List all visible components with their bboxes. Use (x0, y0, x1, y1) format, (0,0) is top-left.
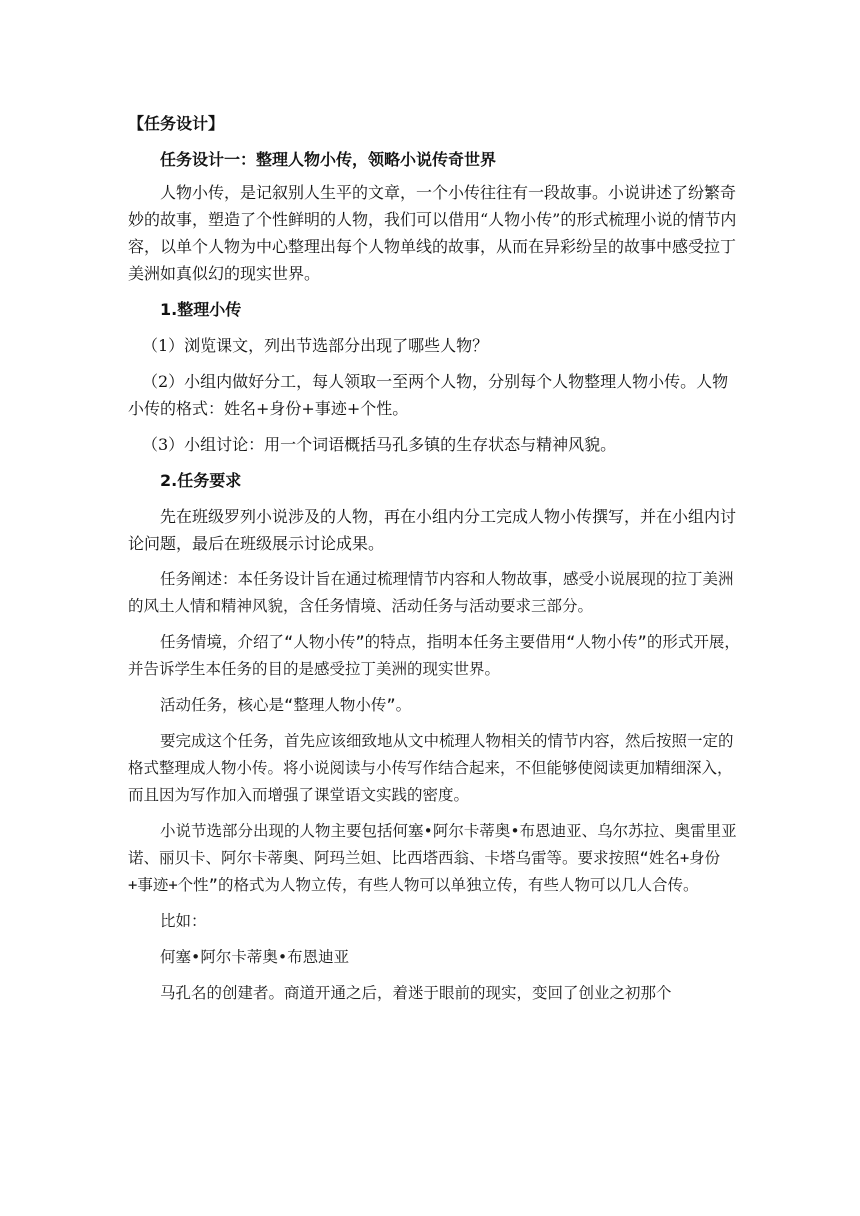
requirement-paragraph: 先在班级罗列小说涉及的人物，再在小组内分工完成人物小传撰写，并在小组内讨论问题，最后在班级展示讨论成果。 (128, 507, 737, 553)
example-name: 何塞•阿尔卡蒂奥•布恩迪亚 (160, 948, 350, 966)
subheading-organize-bios: 1.整理小传 (160, 300, 242, 319)
section-heading: 【任务设计】 (128, 114, 225, 133)
analysis-paragraph-4: 要完成这个任务，首先应该细致地从文中梳理人物相关的情节内容，然后按照一定的格式整理成人物小传。将小说阅读与小传写作结合起来，不但能够使阅读更加精细深入，而且因为写作加入而增强了课堂语文实践的密度。 (128, 732, 734, 804)
example-label: 比如： (160, 912, 207, 930)
task-item-2: （2）小组内做好分工，每人领取一至两个人物，分别每个人物整理人物小传。人物小传的格式：姓名+身份+事迹+个性。 (128, 372, 729, 418)
analysis-paragraph-2: 任务情境，介绍了“人物小传”的特点，指明本任务主要借用“人物小传”的形式开展，并告诉学生本任务的目的是感受拉丁美洲的现实世界。 (128, 633, 740, 678)
analysis-paragraph-5: 小说节选部分出现的人物主要包括何塞•阿尔卡蒂奥•布恩迪亚、乌尔苏拉、奥雷里亚诺、丽贝卡、阿尔卡蒂奥、阿玛兰妲、比西塔西翁、卡塔乌雷等。要求按照“姓名+身份+事迹+个性”的格式为人物立传，有些人物可以单独立传，有些人物可以几人合传。 (128, 822, 737, 894)
task-item-3: （3）小组讨论：用一个词语概括马孔多镇的生存状态与精神风貌。 (142, 435, 617, 454)
analysis-paragraph-1: 任务阐述：本任务设计旨在通过梳理情节内容和人物故事，感受小说展现的拉丁美洲的风土人情和精神风貌，含任务情境、活动任务与活动要求三部分。 (128, 570, 734, 615)
analysis-paragraph-3: 活动任务，核心是“整理人物小传”。 (160, 696, 412, 714)
intro-paragraph: 人物小传，是记叙别人生平的文章，一个小传往往有一段故事。小说讲述了纷繁奇妙的故事，塑造了个性鲜明的人物，我们可以借用“人物小传”的形式梳理小说的情节内容，以单个人物为中心整理出每个人物单线的故事，从而在异彩纷呈的故事中感受拉丁美洲如真似幻的现实世界。 (128, 183, 737, 283)
task-item-1: （1）浏览课文，列出节选部分出现了哪些人物？ (142, 336, 489, 355)
subheading-task-requirements: 2.任务要求 (160, 471, 242, 490)
task-title: 任务设计一：整理人物小传，领略小说传奇世界 (160, 150, 497, 169)
example-text: 马孔名的创建者。商道开通之后，着迷于眼前的现实，变回了创业之初那个 (160, 984, 672, 1002)
document-body (128, 110, 740, 1007)
